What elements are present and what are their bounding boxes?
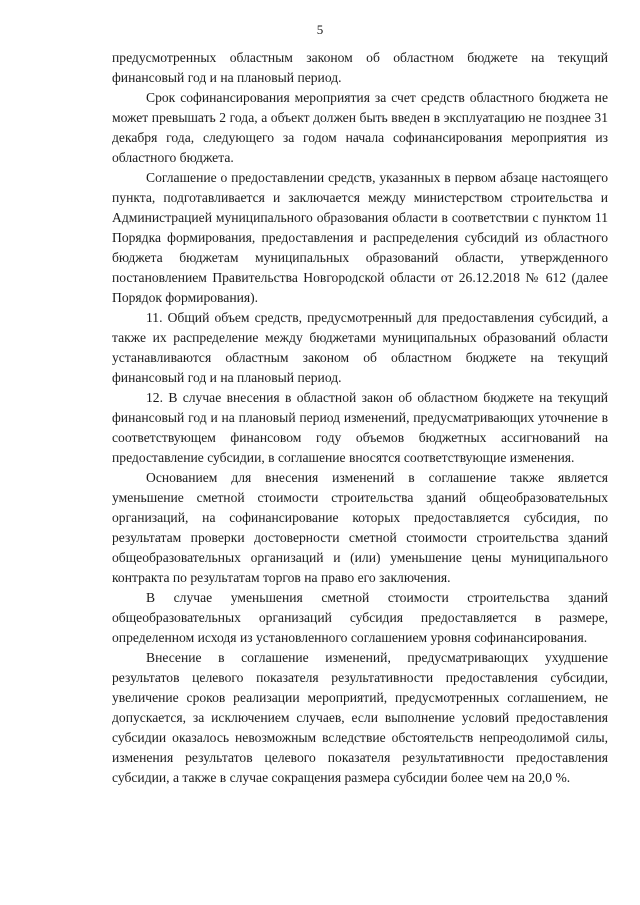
- document-body: [112, 48, 608, 788]
- paragraph-item-11: 11. Общий объем средств, предусмотренный для предоставления субсидий, а также их распределение между бюджетами муниципальных образований области устанавливаются областным законом об областном бюджете на текущий финансовый год и на плановый период.: [112, 310, 608, 385]
- paragraph-cofinancing-term: Срок софинансирования мероприятия за счет средств областного бюджета не может превышать 2 года, а объект должен быть введен в эксплуатацию не позднее 31 декабря года, следующего за годом начала софинансирования мероприятия из областного бюджета.: [112, 90, 608, 165]
- paragraph-grounds-for-changes: Основанием для внесения изменений в соглашение также является уменьшение сметной стоимости строительства зданий общеобразовательных организаций, на софинансирование которых предоставляется субсидия, по результатам проверки достоверности сметной стоимости строительства зданий общеобразовательных организаций и (или) уменьшение цены муниципального контракта по результатам торгов на право его заключения.: [112, 470, 608, 585]
- paragraph-amendment-restrictions: Внесение в соглашение изменений, предусматривающих ухудшение результатов целевого показателя результативности предоставления субсидии, увеличение сроков реализации мероприятий, предусмотренных соглашением, не допускается, за исключением случаев, если выполнение условий предоставления субсидии оказалось невозможным вследствие обстоятельств непреодолимой силы, изменения результатов целевого показателя результативности предоставления субсидии, а также в случае сокращения размера субсидии более чем на 20,0 %.: [112, 650, 608, 785]
- page-number: 5: [316, 22, 324, 37]
- paragraph-item-12: 12. В случае внесения в областной закон об областном бюджете на текущий финансовый год и на плановый период изменений, предусматривающих уточнение в соответствующем финансовом году объемов бюджетных ассигнований на предоставление субсидии, в соглашение вносятся соответствующие изменения.: [112, 390, 608, 465]
- paragraph-continuation: предусмотренных областным законом об областном бюджете на текущий финансовый год и на плановый период.: [112, 50, 608, 85]
- paragraph-cost-reduction: В случае уменьшения сметной стоимости строительства зданий общеобразовательных организаций субсидия предоставляется в размере, определенном исходя из установленного соглашением уровня софинансирования.: [112, 590, 608, 645]
- paragraph-agreement: Соглашение о предоставлении средств, указанных в первом абзаце настоящего пункта, подготавливается и заключается между министерством строительства и Администрацией муниципального образования области в соответствии с пунктом 11 Порядка формирования, предоставления и распределения субсидий из областного бюджета бюджетам муниципальных образований области, утвержденного постановлением Правительства Новгородской области от 26.12.2018 № 612 (далее Порядок формирования).: [112, 170, 608, 305]
